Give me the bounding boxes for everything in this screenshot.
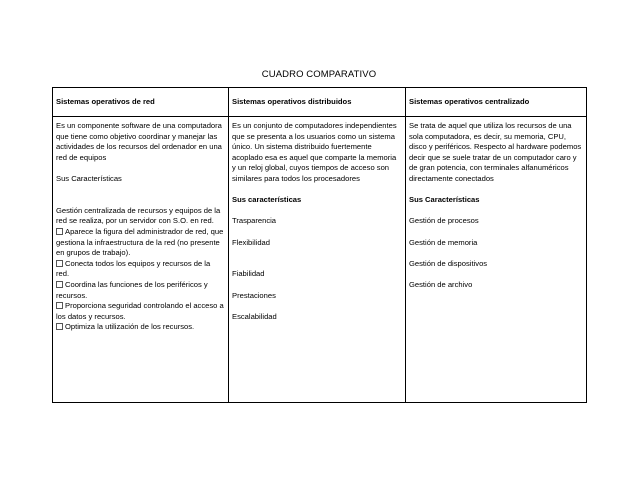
distributed-os-feature: Trasparencia	[232, 216, 277, 226]
centralized-os-features-heading: Sus Características	[409, 195, 480, 205]
distributed-os-feature: Fiabilidad	[232, 269, 265, 279]
header-distributed-os: Sistemas operativos distribuidos	[229, 88, 406, 117]
network-os-feature: Gestión centralizada de recursos y equipos de la red se realiza, por un servidor con S.O. en red.	[56, 205, 221, 226]
header-centralized-os: Sistemas operativos centralizado	[406, 88, 587, 117]
network-os-description: Es un componente software de una computadora que tiene como objetivo coordinar y manejar las actividades de los recursos del ordenador en una red de equipos	[56, 121, 222, 162]
network-os-feature	[56, 301, 225, 322]
centralized-os-feature: Gestión de dispositivos	[409, 258, 488, 268]
distributed-os-features-heading: Sus características	[232, 195, 302, 205]
network-os-feature	[56, 259, 225, 280]
network-os-feature-text: Optimiza la utilización de los recursos.	[65, 322, 195, 332]
centralized-os-cell	[406, 117, 587, 403]
distributed-os-description: Es un conjunto de computadores independientes que se presenta a los usuarios como un sistema único. Un sistema distribuido fuertemente acoplado esa es aquel que comparte la memoria y un reloj global, cuyos tiempos de acceso son similares para todos los procesadores	[232, 121, 397, 183]
missing-glyph-icon	[56, 323, 63, 330]
header-network-os: Sistemas operativos de red	[53, 88, 229, 117]
page-title: CUADRO COMPARATIVO	[261, 69, 377, 80]
missing-glyph-icon	[56, 228, 63, 235]
missing-glyph-icon	[56, 281, 63, 288]
distributed-os-feature: Escalabilidad	[232, 311, 277, 321]
comparison-table	[52, 87, 587, 403]
network-os-feature	[56, 227, 225, 259]
content-row	[53, 117, 587, 403]
missing-glyph-icon	[56, 260, 63, 267]
distributed-os-feature: Prestaciones	[232, 290, 276, 300]
network-os-feature	[56, 322, 225, 333]
header-row	[53, 88, 587, 117]
missing-glyph-icon	[56, 302, 63, 309]
network-os-feature-text: Aparece la figura del administrador de red, que gestiona la infraestructura de la red (no presente en grupos de trabajo).	[56, 226, 224, 258]
network-os-feature-text: Coordina las funciones de los periféricos y recursos.	[56, 279, 208, 300]
network-os-feature-text: Conecta todos los equipos y recursos de la red.	[56, 258, 211, 279]
distributed-os-cell	[229, 117, 406, 403]
centralized-os-feature: Gestión de memoria	[409, 237, 478, 247]
centralized-os-description: Se trata de aquel que utiliza los recursos de una sola computadora, es decir, su memoria, CPU, disco y periféricos. Respecto al hardware podemos decir que se suele tratar de un computador caro y de gran potencia, con terminales alfanuméricos directamente conectados	[409, 121, 582, 183]
distributed-os-feature: Flexibilidad	[232, 237, 270, 247]
network-os-cell	[53, 117, 229, 403]
centralized-os-feature: Gestión de archivo	[409, 279, 473, 289]
network-os-features-heading: Sus Características	[56, 173, 122, 183]
network-os-feature	[56, 280, 225, 301]
centralized-os-feature: Gestión de procesos	[409, 216, 479, 226]
network-os-feature-text: Proporciona seguridad controlando el acceso a los datos y recursos.	[56, 301, 224, 321]
